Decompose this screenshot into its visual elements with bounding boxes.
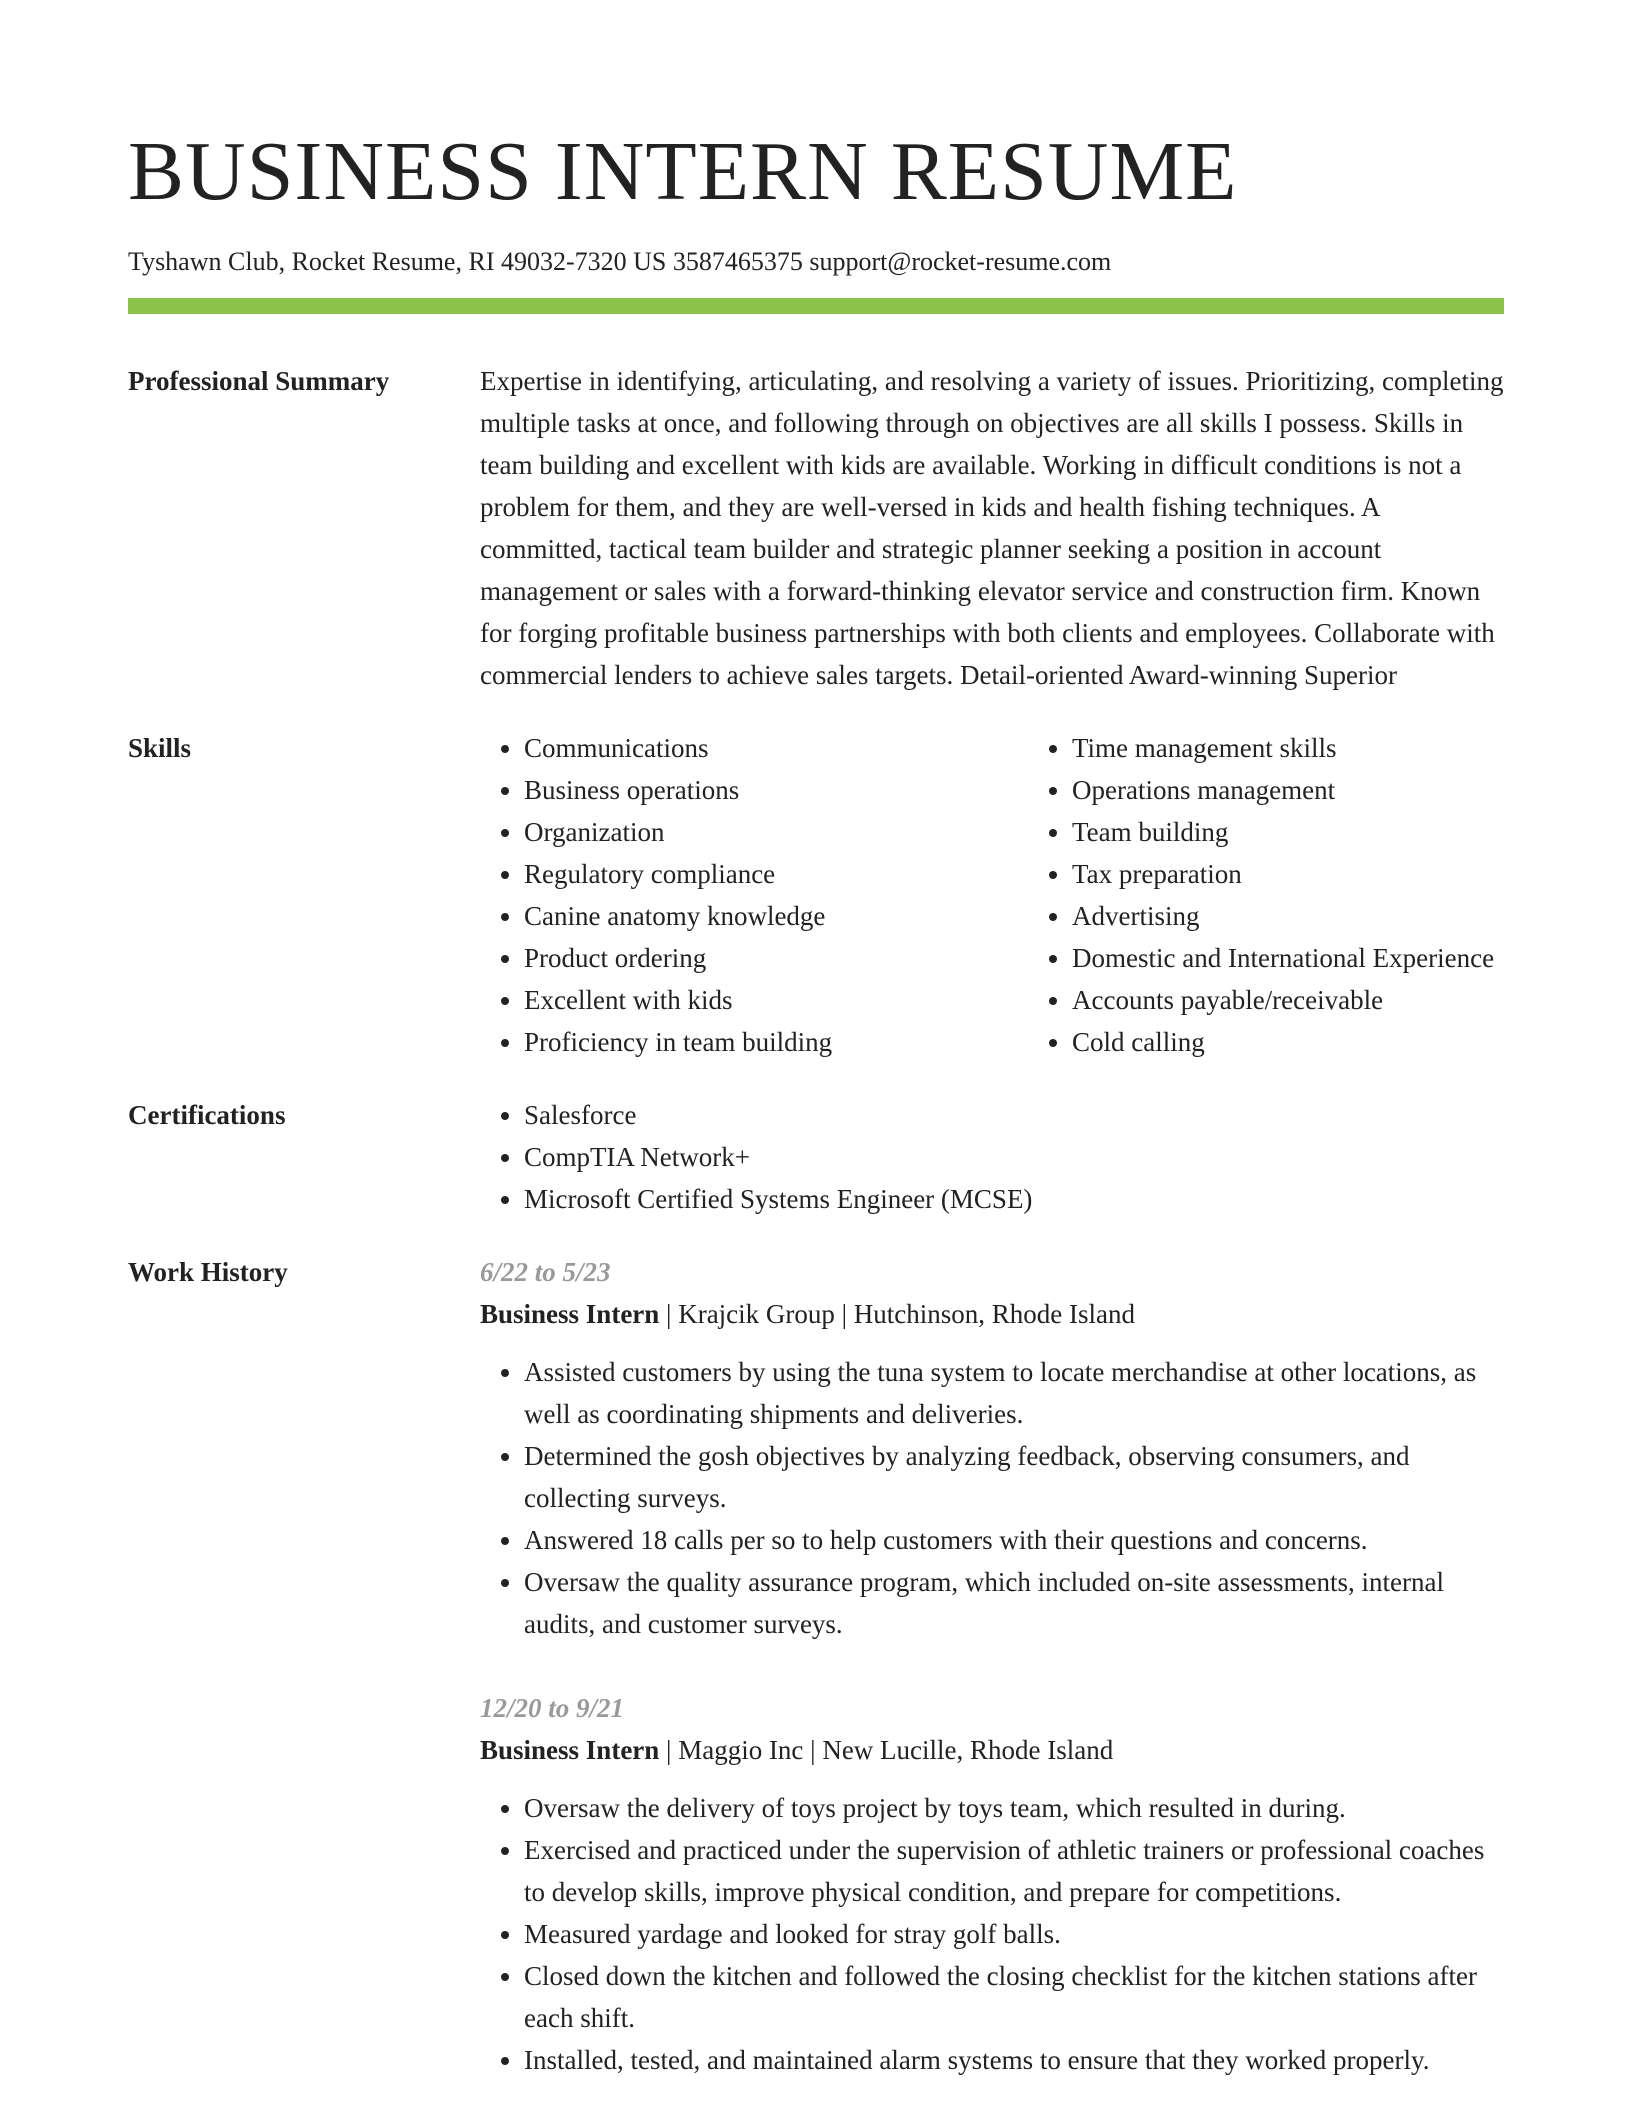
certifications-section (128, 1094, 1504, 1220)
skill-item: • Domestic and International Experience (1072, 937, 1504, 979)
job-bullet: • Answered 18 calls per so to help customers with their questions and concerns. (524, 1519, 1504, 1561)
skill-item: • Communications (524, 727, 1028, 769)
job-heading (480, 1729, 1504, 1771)
summary-section (128, 360, 1504, 696)
skills-list-left (480, 727, 1028, 1063)
resume-sections (128, 360, 1504, 2081)
job-bullet: • Assisted customers by using the tuna system to locate merchandise at other locations, as well as coordinating shipments and deliveries. (524, 1351, 1504, 1435)
resume-page (128, 0, 1504, 2081)
certification-item: • Salesforce (524, 1094, 1504, 1136)
skill-item: • Organization (524, 811, 1028, 853)
skill-item: • Regulatory compliance (524, 853, 1028, 895)
contact-email: support@rocket-resume.com (809, 247, 1112, 276)
summary-text: Expertise in identifying, articulating, and resolving a variety of issues. Prioritizing, completing multiple tasks at once, and following through on objectives are all skills I possess. Skills in team building and excellent with kids are available. Working in difficult conditions is not a problem for them, and they are well-versed in kids and health fishing techniques. A committed, tactical team builder and strategic planner seeking a position in account management or sales with a forward-thinking elevator service and construction firm. Known for forging profitable business partnerships with both clients and employees. Collaborate with commercial lenders to achieve sales targets. Detail-oriented Award-winning Superior (480, 366, 1504, 690)
skill-item: • Product ordering (524, 937, 1028, 979)
skill-item: • Proficiency in team building (524, 1021, 1028, 1063)
skill-item: • Canine anatomy knowledge (524, 895, 1028, 937)
job-bullet: • Installed, tested, and maintained alarm systems to ensure that they worked properly. (524, 2039, 1504, 2081)
skills-list-right (1028, 727, 1504, 1063)
job-bullet: • Exercised and practiced under the supervision of athletic trainers or professional coaches to develop skills, improve physical condition, and prepare for competitions. (524, 1829, 1504, 1913)
job-title: Business Intern (480, 1735, 660, 1765)
skill-item: • Advertising (1072, 895, 1504, 937)
skills-columns (480, 727, 1504, 1063)
certification-item: • CompTIA Network+ (524, 1136, 1504, 1178)
job-entry (480, 1687, 1504, 2081)
job-dates: 12/20 to 9/21 (480, 1693, 625, 1723)
job-bullet: • Oversaw the quality assurance program, which included on-site assessments, internal audits, and customer surveys. (524, 1561, 1504, 1645)
job-bullet: • Closed down the kitchen and followed the closing checklist for the kitchen stations after each shift. (524, 1955, 1504, 2039)
certifications-heading: Certifications (128, 1100, 286, 1130)
skill-item: • Cold calling (1072, 1021, 1504, 1063)
job-bullets (480, 1351, 1504, 1645)
contact-phone: 3587465375 (672, 247, 803, 276)
resume-title: BUSINESS INTERN RESUME (128, 125, 1238, 218)
skills-section (128, 727, 1504, 1063)
accent-divider (128, 298, 1504, 314)
job-details: | Maggio Inc | New Lucille, Rhode Island (659, 1735, 1114, 1765)
job-heading (480, 1293, 1504, 1335)
contact-address: Tyshawn Club, Rocket Resume, RI 49032-7320 US (128, 247, 667, 276)
skill-item: • Operations management (1072, 769, 1504, 811)
job-bullets (480, 1787, 1504, 2081)
job-dates: 6/22 to 5/23 (480, 1257, 611, 1287)
skill-item: • Tax preparation (1072, 853, 1504, 895)
work-history-section (128, 1251, 1504, 2081)
skill-item: • Business operations (524, 769, 1028, 811)
summary-heading: Professional Summary (128, 366, 390, 396)
contact-line (128, 246, 1504, 278)
skills-body (480, 727, 1504, 1063)
work-history-body (480, 1251, 1504, 2081)
skill-item: • Excellent with kids (524, 979, 1028, 1021)
job-entry (480, 1251, 1504, 1645)
job-bullet: • Determined the gosh objectives by analyzing feedback, observing consumers, and collecting surveys. (524, 1435, 1504, 1519)
work-history-heading: Work History (128, 1257, 288, 1287)
job-bullet: • Oversaw the delivery of toys project by toys team, which resulted in during. (524, 1787, 1504, 1829)
skill-item: • Time management skills (1072, 727, 1504, 769)
skills-heading: Skills (128, 733, 192, 763)
certifications-list (480, 1094, 1504, 1220)
certification-item: • Microsoft Certified Systems Engineer (MCSE) (524, 1178, 1504, 1220)
job-title: Business Intern (480, 1299, 660, 1329)
certifications-body (480, 1094, 1504, 1220)
skill-item: • Accounts payable/receivable (1072, 979, 1504, 1021)
skill-item: • Team building (1072, 811, 1504, 853)
job-bullet: • Measured yardage and looked for stray golf balls. (524, 1913, 1504, 1955)
job-details: | Krajcik Group | Hutchinson, Rhode Island (659, 1299, 1136, 1329)
summary-body (480, 360, 1504, 696)
